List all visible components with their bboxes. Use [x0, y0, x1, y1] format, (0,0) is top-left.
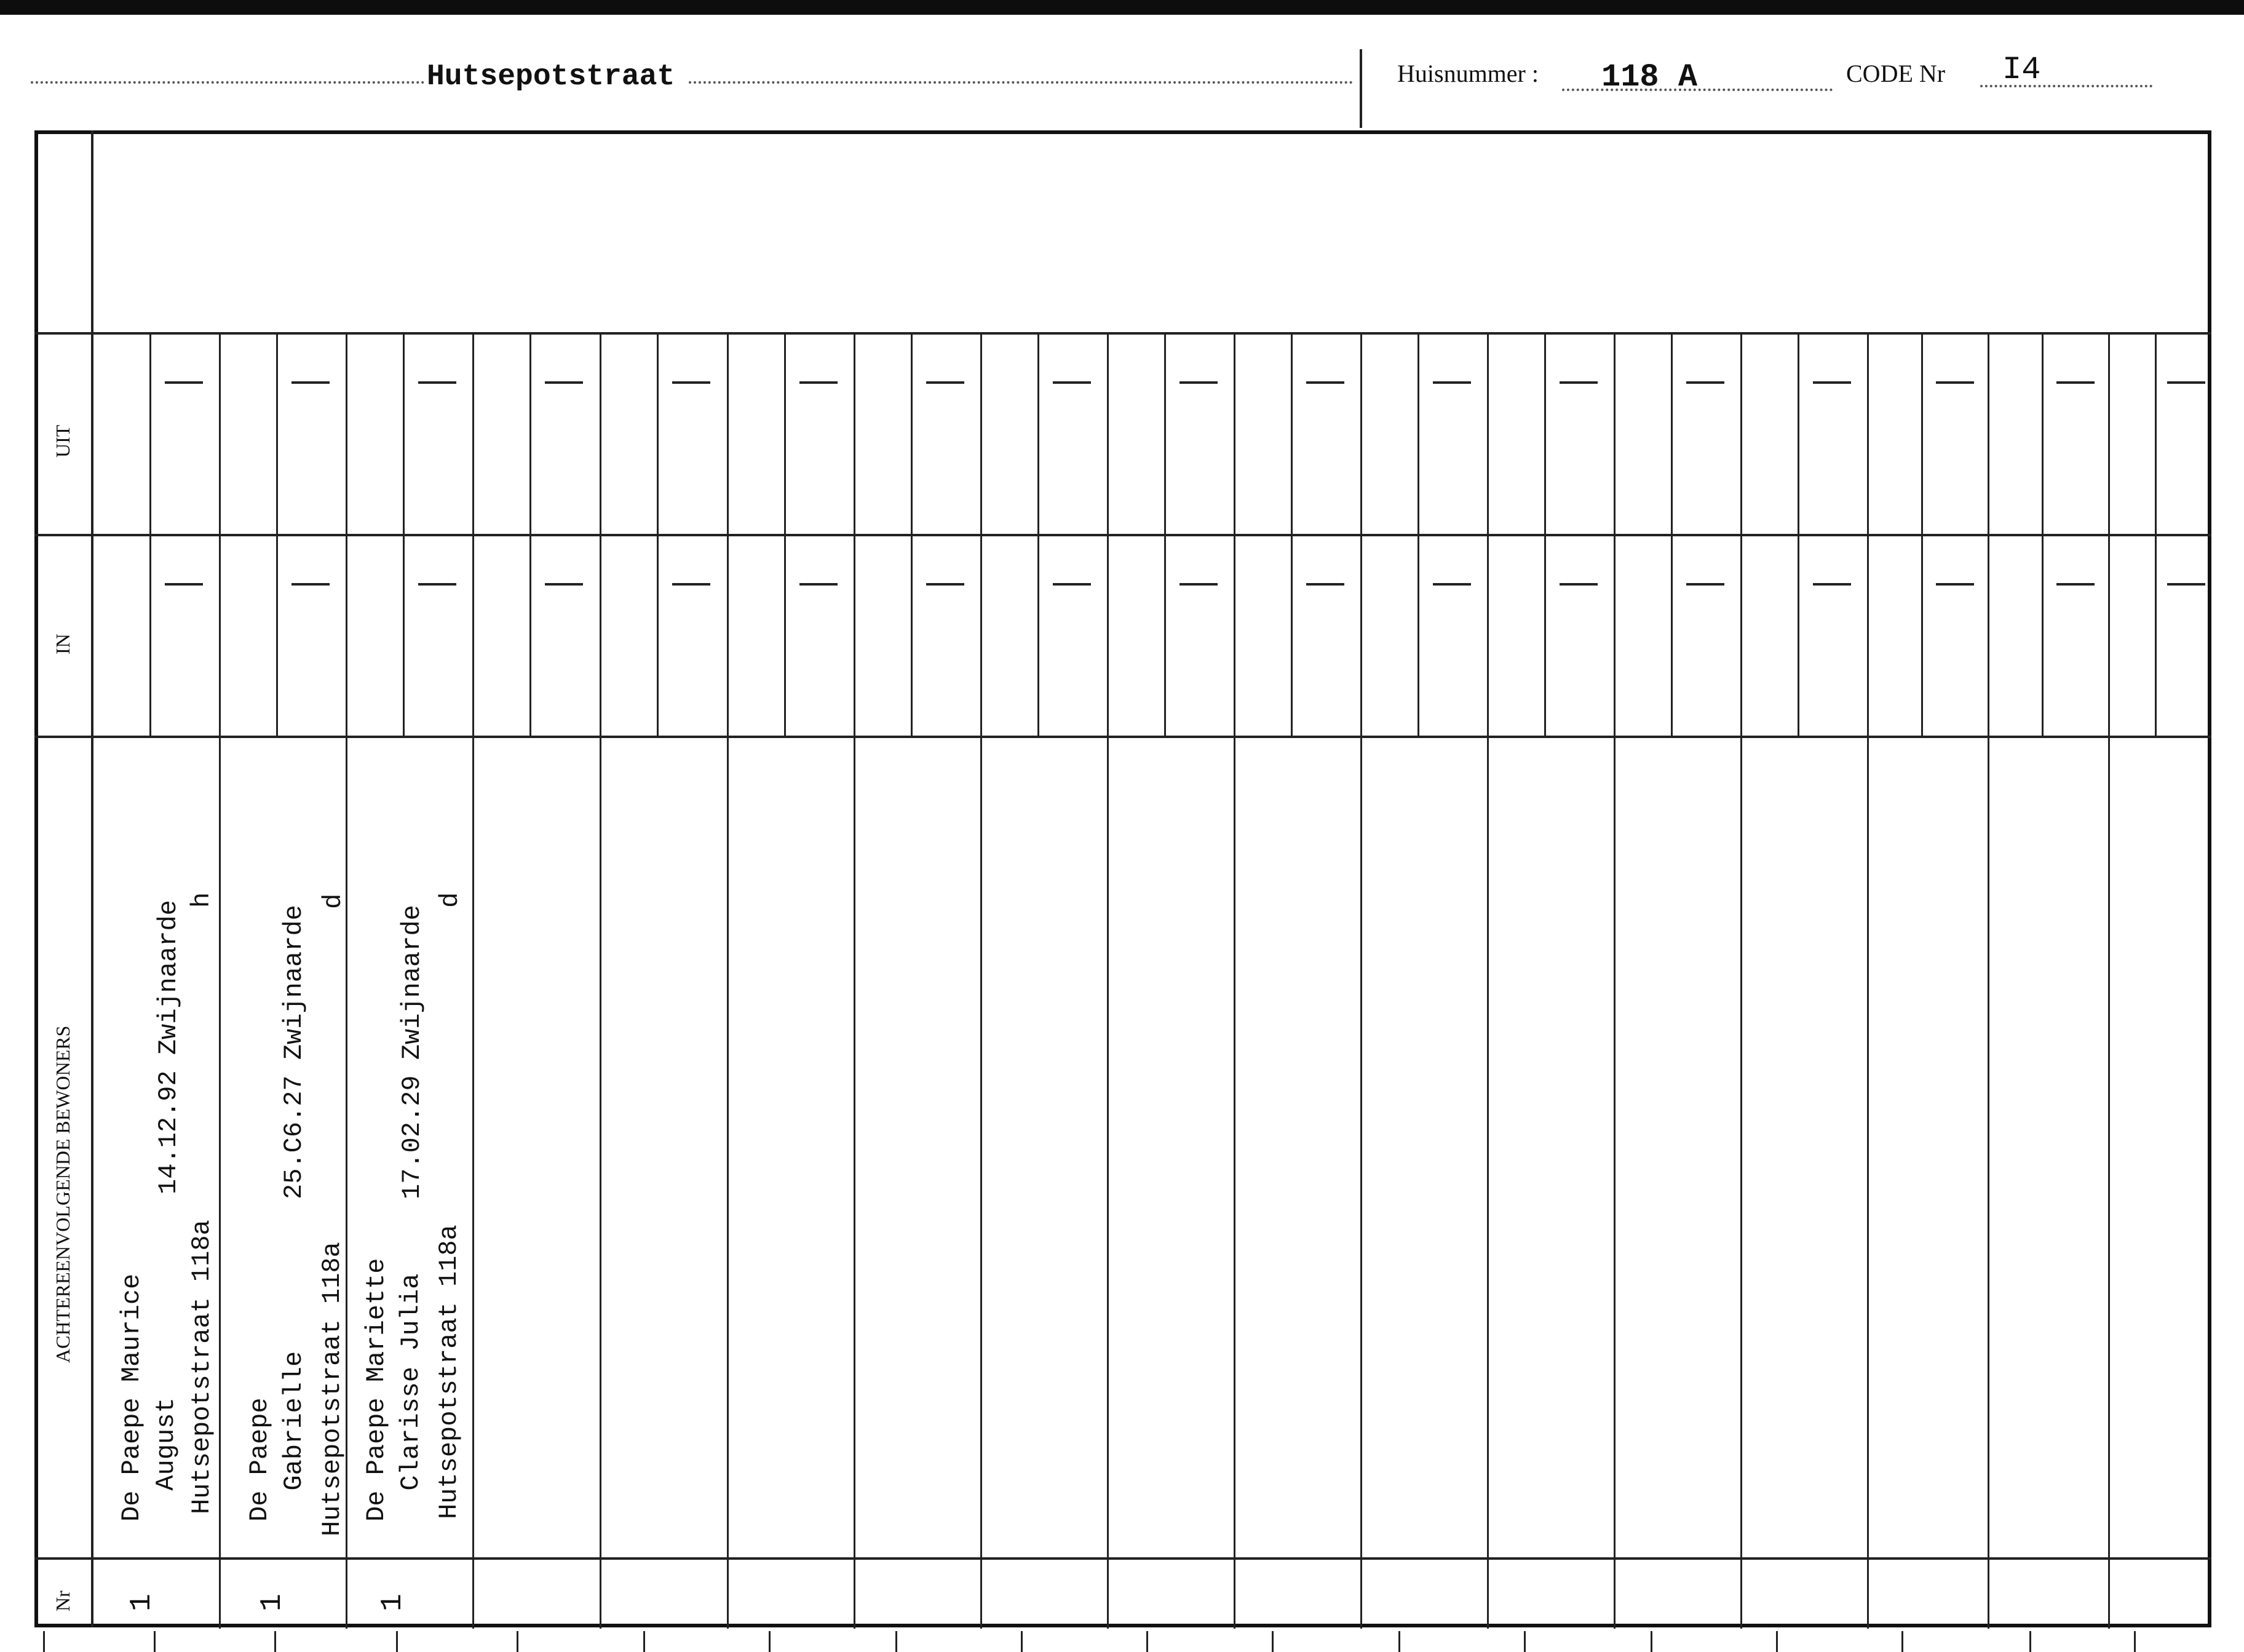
record-3-birth: 17.02.29 Zwijnaarde [397, 905, 427, 1199]
bottom-edge-tick [2134, 1631, 2136, 1652]
bottom-edge-tick [1146, 1631, 1148, 1652]
blank-entry-dash [1179, 381, 1218, 384]
blank-entry-dash [2167, 583, 2205, 586]
blank-entry-dash [291, 381, 330, 384]
bottom-edge-tick [43, 1631, 45, 1652]
bottom-edge-tick [1776, 1631, 1778, 1652]
code-value: I4 [2002, 52, 2041, 88]
code-label: CODE Nr [1846, 60, 1946, 87]
blank-entry-dash [1936, 583, 1974, 586]
record-2-name: De Paepe [245, 1397, 274, 1522]
record-2-nr: 1 [256, 1594, 289, 1611]
bottom-edge-tick [517, 1631, 518, 1652]
sub-column-divider [2042, 332, 2044, 736]
sub-column-divider [1798, 332, 1799, 736]
bottom-edge-tick [769, 1631, 771, 1652]
blank-entry-dash [1306, 381, 1344, 384]
blank-entry-dash [1686, 381, 1724, 384]
record-1-given-names: August [151, 1397, 181, 1491]
code-dotted-rule [1980, 84, 2152, 87]
resident-record-1 [114, 1274, 183, 1522]
column-divider [1988, 332, 1989, 1629]
record-3-given-names: Clarisse Julia [396, 1273, 426, 1491]
blank-entry-dash [1306, 583, 1344, 586]
blank-entry-dash [1936, 381, 1974, 384]
street-name: Hutsepotstraat [427, 60, 675, 93]
sub-column-divider [529, 332, 531, 736]
blank-entry-dash [1433, 381, 1471, 384]
bottom-edge-tick [1651, 1631, 1652, 1652]
column-divider [1234, 332, 1235, 1629]
sub-column-divider [2155, 332, 2157, 736]
record-1-birth: 14.12.92 Zwijnaarde [154, 900, 183, 1194]
record-2-birth: 25.C6.27 Zwijnaarde [279, 905, 309, 1199]
bottom-edge-tick [274, 1631, 276, 1652]
blank-entry-dash [291, 583, 330, 586]
sub-column-divider [1671, 332, 1673, 736]
column-divider [1360, 332, 1362, 1629]
sub-column-divider [1291, 332, 1293, 736]
blank-entry-dash [418, 381, 456, 384]
column-divider [727, 332, 729, 1629]
blank-entry-dash [799, 381, 838, 384]
blank-entry-dash [1053, 381, 1091, 384]
column-divider [1487, 332, 1489, 1629]
bottom-edge-tick [1398, 1631, 1400, 1652]
column-divider [1867, 332, 1869, 1629]
record-1-address: Hutsepotstraat 118a [187, 1220, 216, 1514]
header-separator [1360, 49, 1362, 128]
blank-entry-dash [672, 583, 710, 586]
uit-row-label: UIT [52, 424, 74, 458]
huisnummer-value: 118 A [1601, 59, 1698, 95]
bottom-edge-tick [895, 1631, 897, 1652]
in-row-label: IN [52, 633, 74, 654]
column-divider [1614, 332, 1616, 1629]
row-divider-uit-top-full [34, 332, 2211, 335]
nr-row-label: Nr [52, 1590, 74, 1611]
record-3-address: Hutsepotstraat 118a [434, 1225, 464, 1519]
record-3-name: De Paepe Mariette [362, 1258, 391, 1522]
sub-column-divider [1544, 332, 1546, 736]
resident-record-3 [359, 1258, 428, 1522]
blank-entry-dash [165, 381, 203, 384]
blank-entry-dash [418, 583, 456, 586]
record-1-code: h [187, 892, 216, 908]
blank-entry-dash [2056, 583, 2095, 586]
record-1-name: De Paepe Maurice [117, 1273, 146, 1522]
blank-entry-dash [1179, 583, 1218, 586]
row-divider-nr-top [34, 1557, 2211, 1560]
huisnummer-label: Huisnummer : [1397, 60, 1539, 87]
blank-entry-dash [672, 381, 710, 384]
sub-column-divider [149, 332, 151, 736]
blank-entry-dash [1813, 381, 1851, 384]
sub-column-divider [784, 332, 786, 736]
bottom-edge-tick [643, 1631, 645, 1652]
record-3-code: d [435, 892, 465, 908]
huisnummer-dotted-rule [1562, 87, 1833, 91]
record-3-nr: 1 [376, 1594, 410, 1611]
column-divider [980, 332, 982, 1629]
bottom-edge-tick [1272, 1631, 1274, 1652]
blank-entry-dash [1433, 583, 1471, 586]
blank-entry-dash [1560, 381, 1598, 384]
blank-entry-dash [1560, 583, 1598, 586]
sub-column-divider [1921, 332, 1923, 736]
sub-column-divider [1037, 332, 1039, 736]
column-divider [600, 332, 601, 1629]
bottom-edge-tick [154, 1631, 156, 1652]
blank-entry-dash [545, 381, 583, 384]
blank-entry-dash [1686, 583, 1724, 586]
sub-column-divider [1164, 332, 1166, 736]
bottom-edge-tick [1524, 1631, 1526, 1652]
bottom-edge-tick [2029, 1631, 2031, 1652]
blank-entry-dash [165, 583, 203, 586]
blank-entry-dash [799, 583, 838, 586]
row-divider-bewoners-top [34, 736, 2211, 738]
column-divider [2108, 332, 2110, 1629]
record-2-code: d [319, 893, 348, 909]
sub-column-divider [403, 332, 405, 736]
record-2-given-names: Gabrielle [279, 1351, 309, 1491]
sub-column-divider [276, 332, 278, 736]
blank-entry-dash [1813, 583, 1851, 586]
bottom-edge-tick [1901, 1631, 1903, 1652]
row-divider-in-top [34, 534, 2211, 536]
column-divider [219, 332, 221, 1629]
column-divider [1740, 332, 1742, 1629]
sub-column-divider [1417, 332, 1419, 736]
blank-entry-dash [1053, 583, 1091, 586]
sub-column-divider [657, 332, 659, 736]
blank-entry-dash [2167, 381, 2205, 384]
bewoners-row-label: ACHTEREENVOLGENDE BEWONERS [52, 1025, 74, 1363]
bottom-edge-tick [1021, 1631, 1023, 1652]
label-column-divider [91, 130, 93, 1627]
header-dotted-rule-2 [689, 80, 1353, 84]
record-1-nr: 1 [125, 1594, 159, 1611]
blank-entry-dash [926, 381, 964, 384]
top-edge-bar [0, 0, 2244, 15]
bottom-edge-tick [396, 1631, 398, 1652]
header-dotted-rule [31, 80, 424, 84]
blank-entry-dash [545, 583, 583, 586]
resident-record-2 [242, 1351, 311, 1522]
record-2-address: Hutsepotstraat 118a [317, 1242, 347, 1536]
sub-column-divider [911, 332, 913, 736]
blank-entry-dash [2056, 381, 2095, 384]
column-divider [472, 332, 474, 1629]
blank-entry-dash [926, 583, 964, 586]
column-divider [1107, 332, 1109, 1629]
column-divider [854, 332, 855, 1629]
